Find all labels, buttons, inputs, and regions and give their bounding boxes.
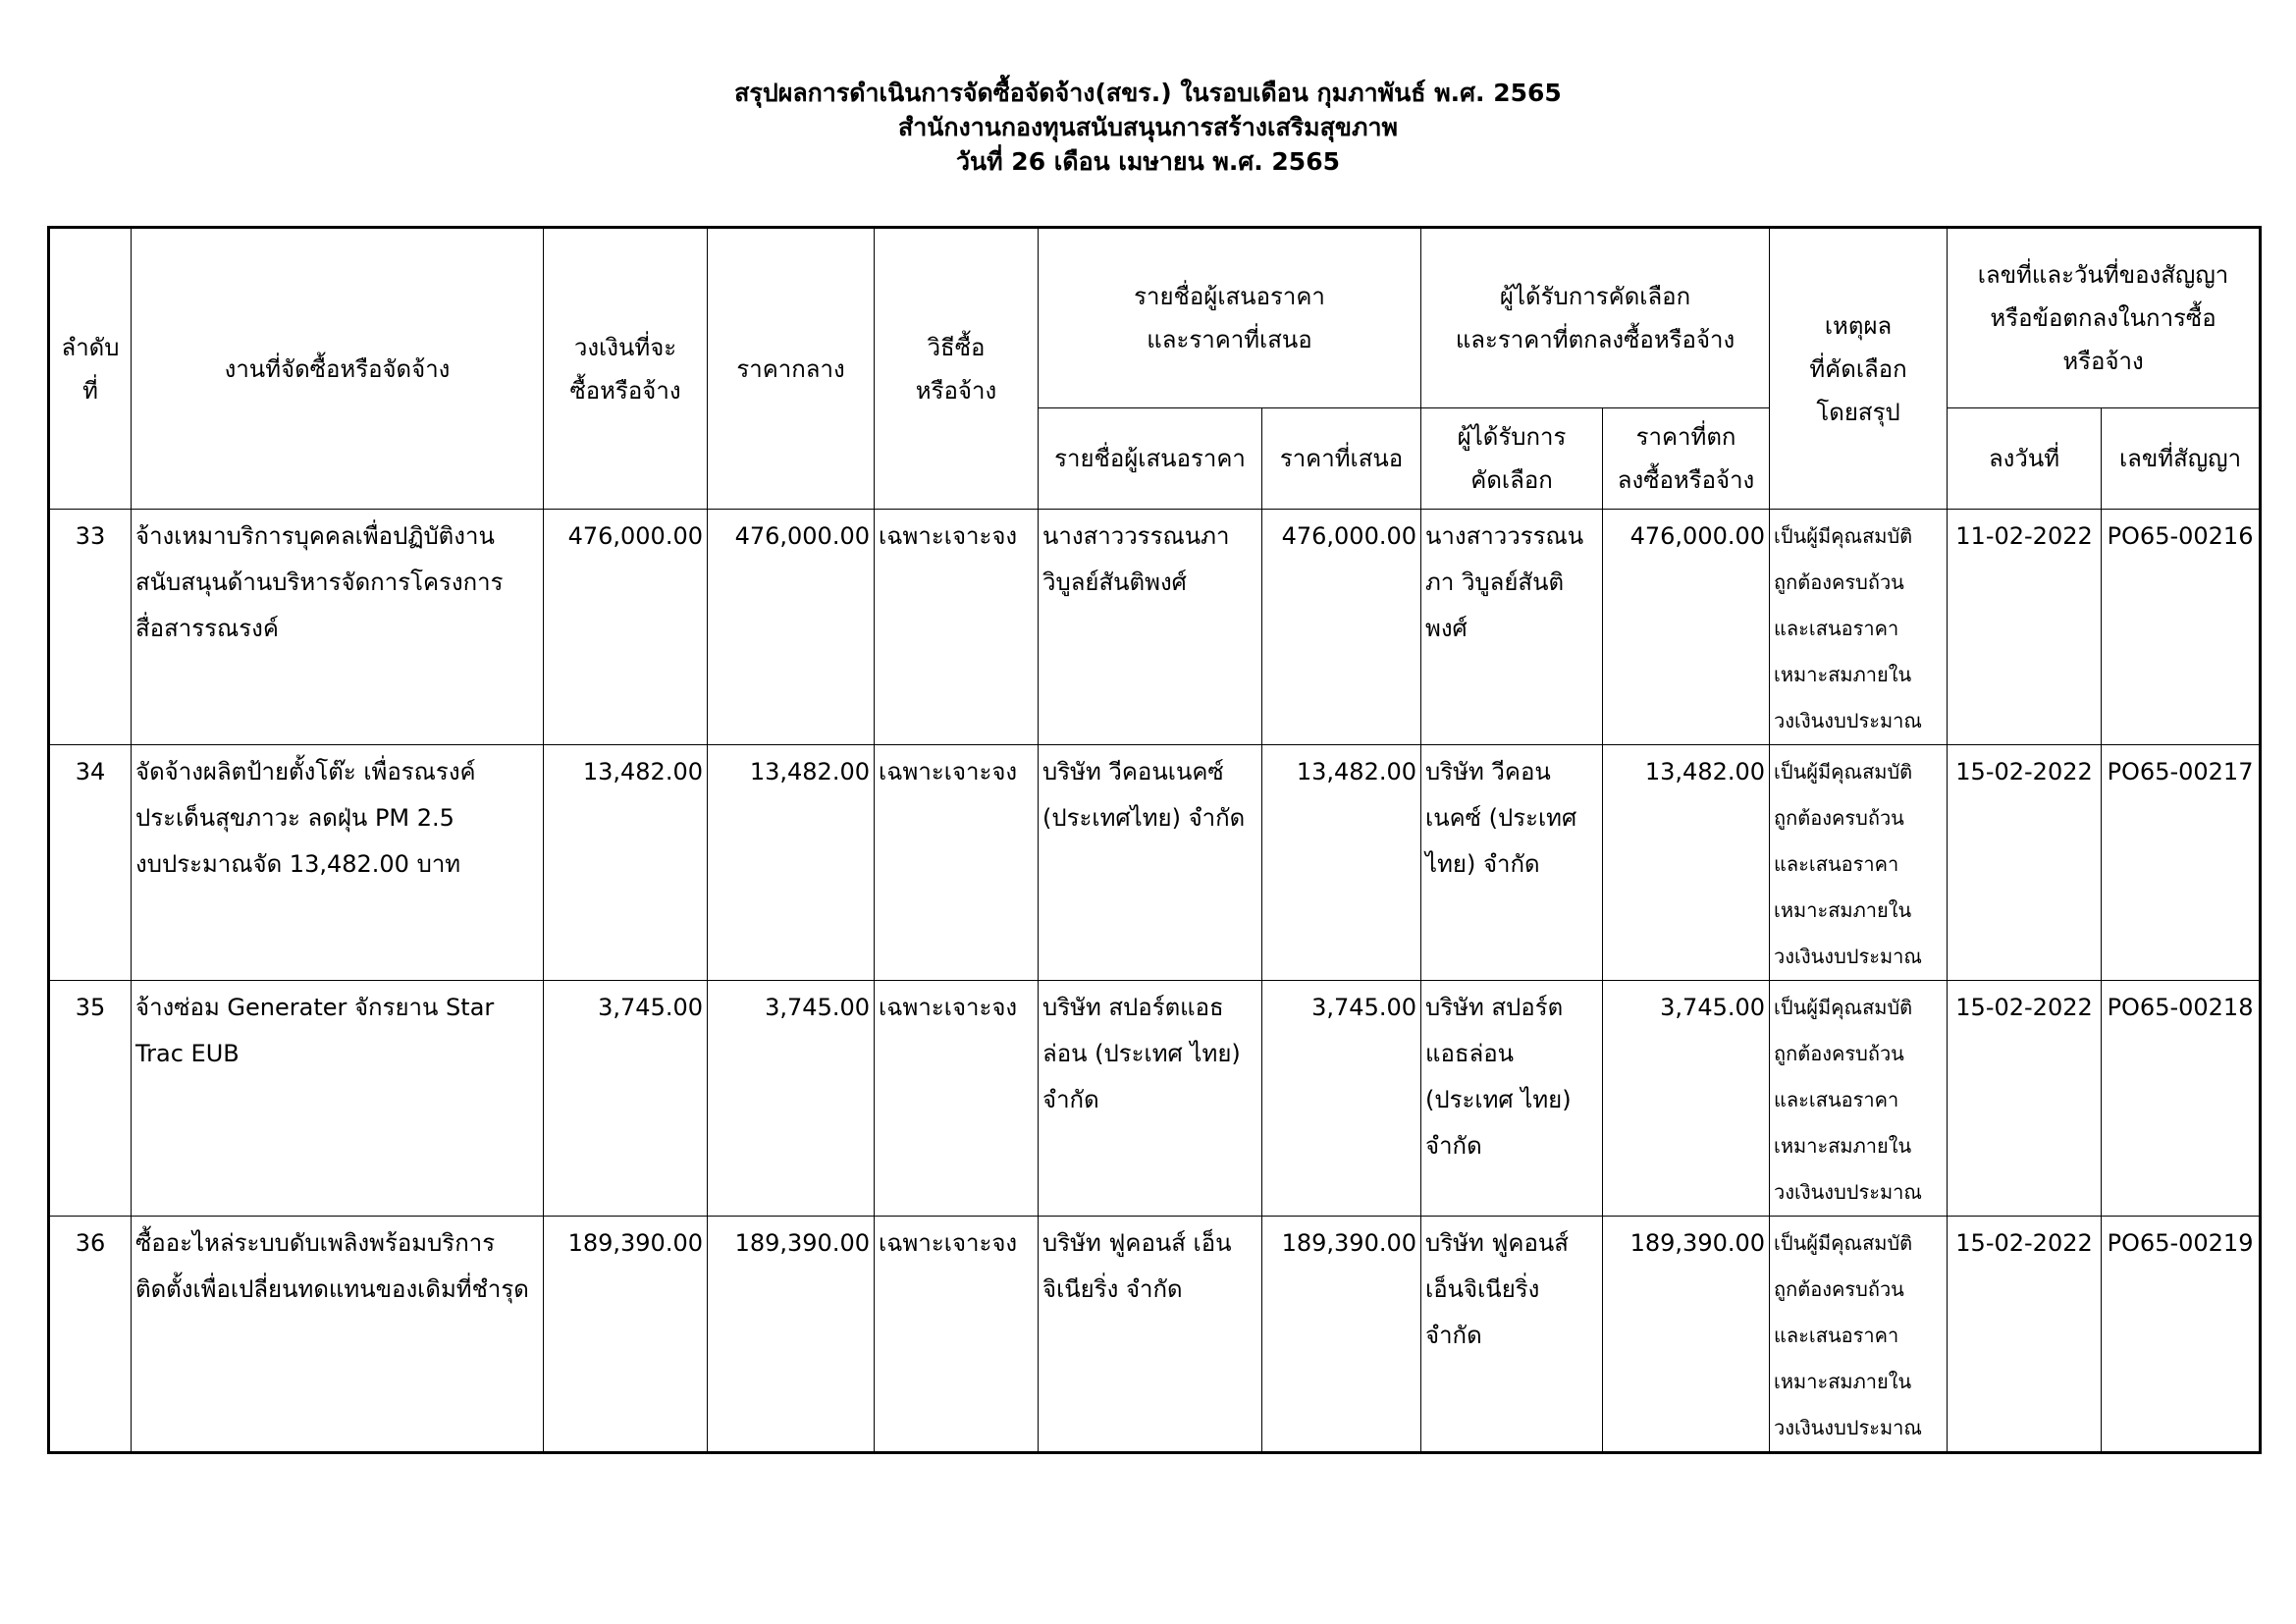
cell-contract-no: PO65-00218: [2102, 981, 2261, 1217]
cell-work: จ้างเหมาบริการบุคคลเพื่อปฏิบัติงาน สนับสนุนด้านบริหารจัดการโครงการ สื่อสารรณรงค์: [132, 510, 544, 745]
cell-budget: 13,482.00: [544, 745, 708, 981]
header-method: วิธีซื้อ หรือจ้าง: [875, 228, 1039, 510]
header-budget: วงเงินที่จะ ซื้อหรือจ้าง: [544, 228, 708, 510]
header-median-price: ราคากลาง: [708, 228, 875, 510]
table-row: [49, 981, 2261, 1217]
header-contract-group: เลขที่และวันที่ของสัญญา หรือข้อตกลงในการซื้อ หรือจ้าง: [1948, 228, 2261, 408]
cell-agreed-price: 189,390.00: [1603, 1217, 1770, 1453]
cell-work: จ้างซ่อม Generater จักรยาน Star Trac EUB: [132, 981, 544, 1217]
cell-agreed-price: 476,000.00: [1603, 510, 1770, 745]
cell-winner-name: นางสาววรรณน ภา วิบูลย์สันติ พงศ์: [1421, 510, 1603, 745]
cell-bid-price: 13,482.00: [1262, 745, 1421, 981]
cell-bid-price: 3,745.00: [1262, 981, 1421, 1217]
header-agreed-price: ราคาที่ตก ลงซื้อหรือจ้าง: [1603, 408, 1770, 510]
cell-contract-no: PO65-00216: [2102, 510, 2261, 745]
cell-method: เฉพาะเจาะจง: [875, 745, 1039, 981]
cell-bidder-name: นางสาววรรณนภา วิบูลย์สันติพงศ์: [1039, 510, 1262, 745]
cell-contract-date: 11-02-2022: [1948, 510, 2102, 745]
cell-bidder-name: บริษัท สปอร์ตแอธ ล่อน (ประเทศ ไทย) จำกัด: [1039, 981, 1262, 1217]
cell-reason: เป็นผู้มีคุณสมบัติ ถูกต้องครบถ้วน และเสนอราคา เหมาะสมภายใน วงเงินงบประมาณ: [1770, 745, 1948, 981]
cell-work: ซื้ออะไหล่ระบบดับเพลิงพร้อมบริการ ติดตั้งเพื่อเปลี่ยนทดแทนของเดิมที่ชำรุด: [132, 1217, 544, 1453]
cell-winner-name: บริษัท สปอร์ต แอธล่อน (ประเทศ ไทย) จำกัด: [1421, 981, 1603, 1217]
header-contract-no: เลขที่สัญญา: [2102, 408, 2261, 510]
cell-contract-date: 15-02-2022: [1948, 1217, 2102, 1453]
header-bid-price: ราคาที่เสนอ: [1262, 408, 1421, 510]
cell-work: จัดจ้างผลิตป้ายตั้งโต๊ะ เพื่อรณรงค์ ประเด็นสุขภาวะ ลดฝุ่น PM 2.5 งบประมาณจัด 13,482.00 บาท: [132, 745, 544, 981]
cell-contract-no: PO65-00217: [2102, 745, 2261, 981]
cell-no: 34: [49, 745, 132, 981]
cell-median-price: 3,745.00: [708, 981, 875, 1217]
cell-method: เฉพาะเจาะจง: [875, 1217, 1039, 1453]
cell-reason: เป็นผู้มีคุณสมบัติ ถูกต้องครบถ้วน และเสนอราคา เหมาะสมภายใน วงเงินงบประมาณ: [1770, 1217, 1948, 1453]
header-bidder-name: รายชื่อผู้เสนอราคา: [1039, 408, 1262, 510]
cell-median-price: 476,000.00: [708, 510, 875, 745]
cell-contract-no: PO65-00219: [2102, 1217, 2261, 1453]
header-work: งานที่จัดซื้อหรือจัดจ้าง: [132, 228, 544, 510]
cell-method: เฉพาะเจาะจง: [875, 510, 1039, 745]
cell-reason: เป็นผู้มีคุณสมบัติ ถูกต้องครบถ้วน และเสนอราคา เหมาะสมภายใน วงเงินงบประมาณ: [1770, 981, 1948, 1217]
table-row: [49, 1217, 2261, 1453]
cell-budget: 3,745.00: [544, 981, 708, 1217]
title-line-3: วันที่ 26 เดือน เมษายน พ.ศ. 2565: [955, 147, 1340, 176]
cell-bidder-name: บริษัท ฟูคอนส์ เอ็น จิเนียริ่ง จำกัด: [1039, 1217, 1262, 1453]
cell-no: 36: [49, 1217, 132, 1453]
cell-winner-name: บริษัท วีคอน เนคซ์ (ประเทศ ไทย) จำกัด: [1421, 745, 1603, 981]
cell-method: เฉพาะเจาะจง: [875, 981, 1039, 1217]
header-contract-date: ลงวันที่: [1948, 408, 2102, 510]
title-line-2: สำนักงานกองทุนสนับสนุนการสร้างเสริมสุขภาพ: [897, 113, 1399, 141]
header-reason: เหตุผล ที่คัดเลือก โดยสรุป: [1770, 228, 1948, 510]
header-winner-name: ผู้ได้รับการ คัดเลือก: [1421, 408, 1603, 510]
cell-contract-date: 15-02-2022: [1948, 981, 2102, 1217]
document-titles: [0, 77, 2296, 180]
cell-budget: 476,000.00: [544, 510, 708, 745]
cell-bid-price: 476,000.00: [1262, 510, 1421, 745]
cell-winner-name: บริษัท ฟูคอนส์ เอ็นจิเนียริ่ง จำกัด: [1421, 1217, 1603, 1453]
cell-bid-price: 189,390.00: [1262, 1217, 1421, 1453]
cell-median-price: 13,482.00: [708, 745, 875, 981]
cell-agreed-price: 3,745.00: [1603, 981, 1770, 1217]
table-row: [49, 745, 2261, 981]
header-bidders-group: รายชื่อผู้เสนอราคา และราคาที่เสนอ: [1039, 228, 1421, 408]
cell-reason: เป็นผู้มีคุณสมบัติ ถูกต้องครบถ้วน และเสนอราคา เหมาะสมภายใน วงเงินงบประมาณ: [1770, 510, 1948, 745]
header-winner-group: ผู้ได้รับการคัดเลือก และราคาที่ตกลงซื้อหรือจ้าง: [1421, 228, 1770, 408]
header-no: ลำดับ ที่: [49, 228, 132, 510]
cell-bidder-name: บริษัท วีคอนเนคซ์ (ประเทศไทย) จำกัด: [1039, 745, 1262, 981]
cell-no: 35: [49, 981, 132, 1217]
cell-agreed-price: 13,482.00: [1603, 745, 1770, 981]
table-row: [49, 510, 2261, 745]
cell-no: 33: [49, 510, 132, 745]
title-line-1: สรุปผลการดำเนินการจัดซื้อจัดจ้าง(สขร.) ในรอบเดือน กุมภาพันธ์ พ.ศ. 2565: [734, 79, 1562, 107]
cell-median-price: 189,390.00: [708, 1217, 875, 1453]
cell-budget: 189,390.00: [544, 1217, 708, 1453]
procurement-table: [47, 226, 2262, 1454]
cell-contract-date: 15-02-2022: [1948, 745, 2102, 981]
